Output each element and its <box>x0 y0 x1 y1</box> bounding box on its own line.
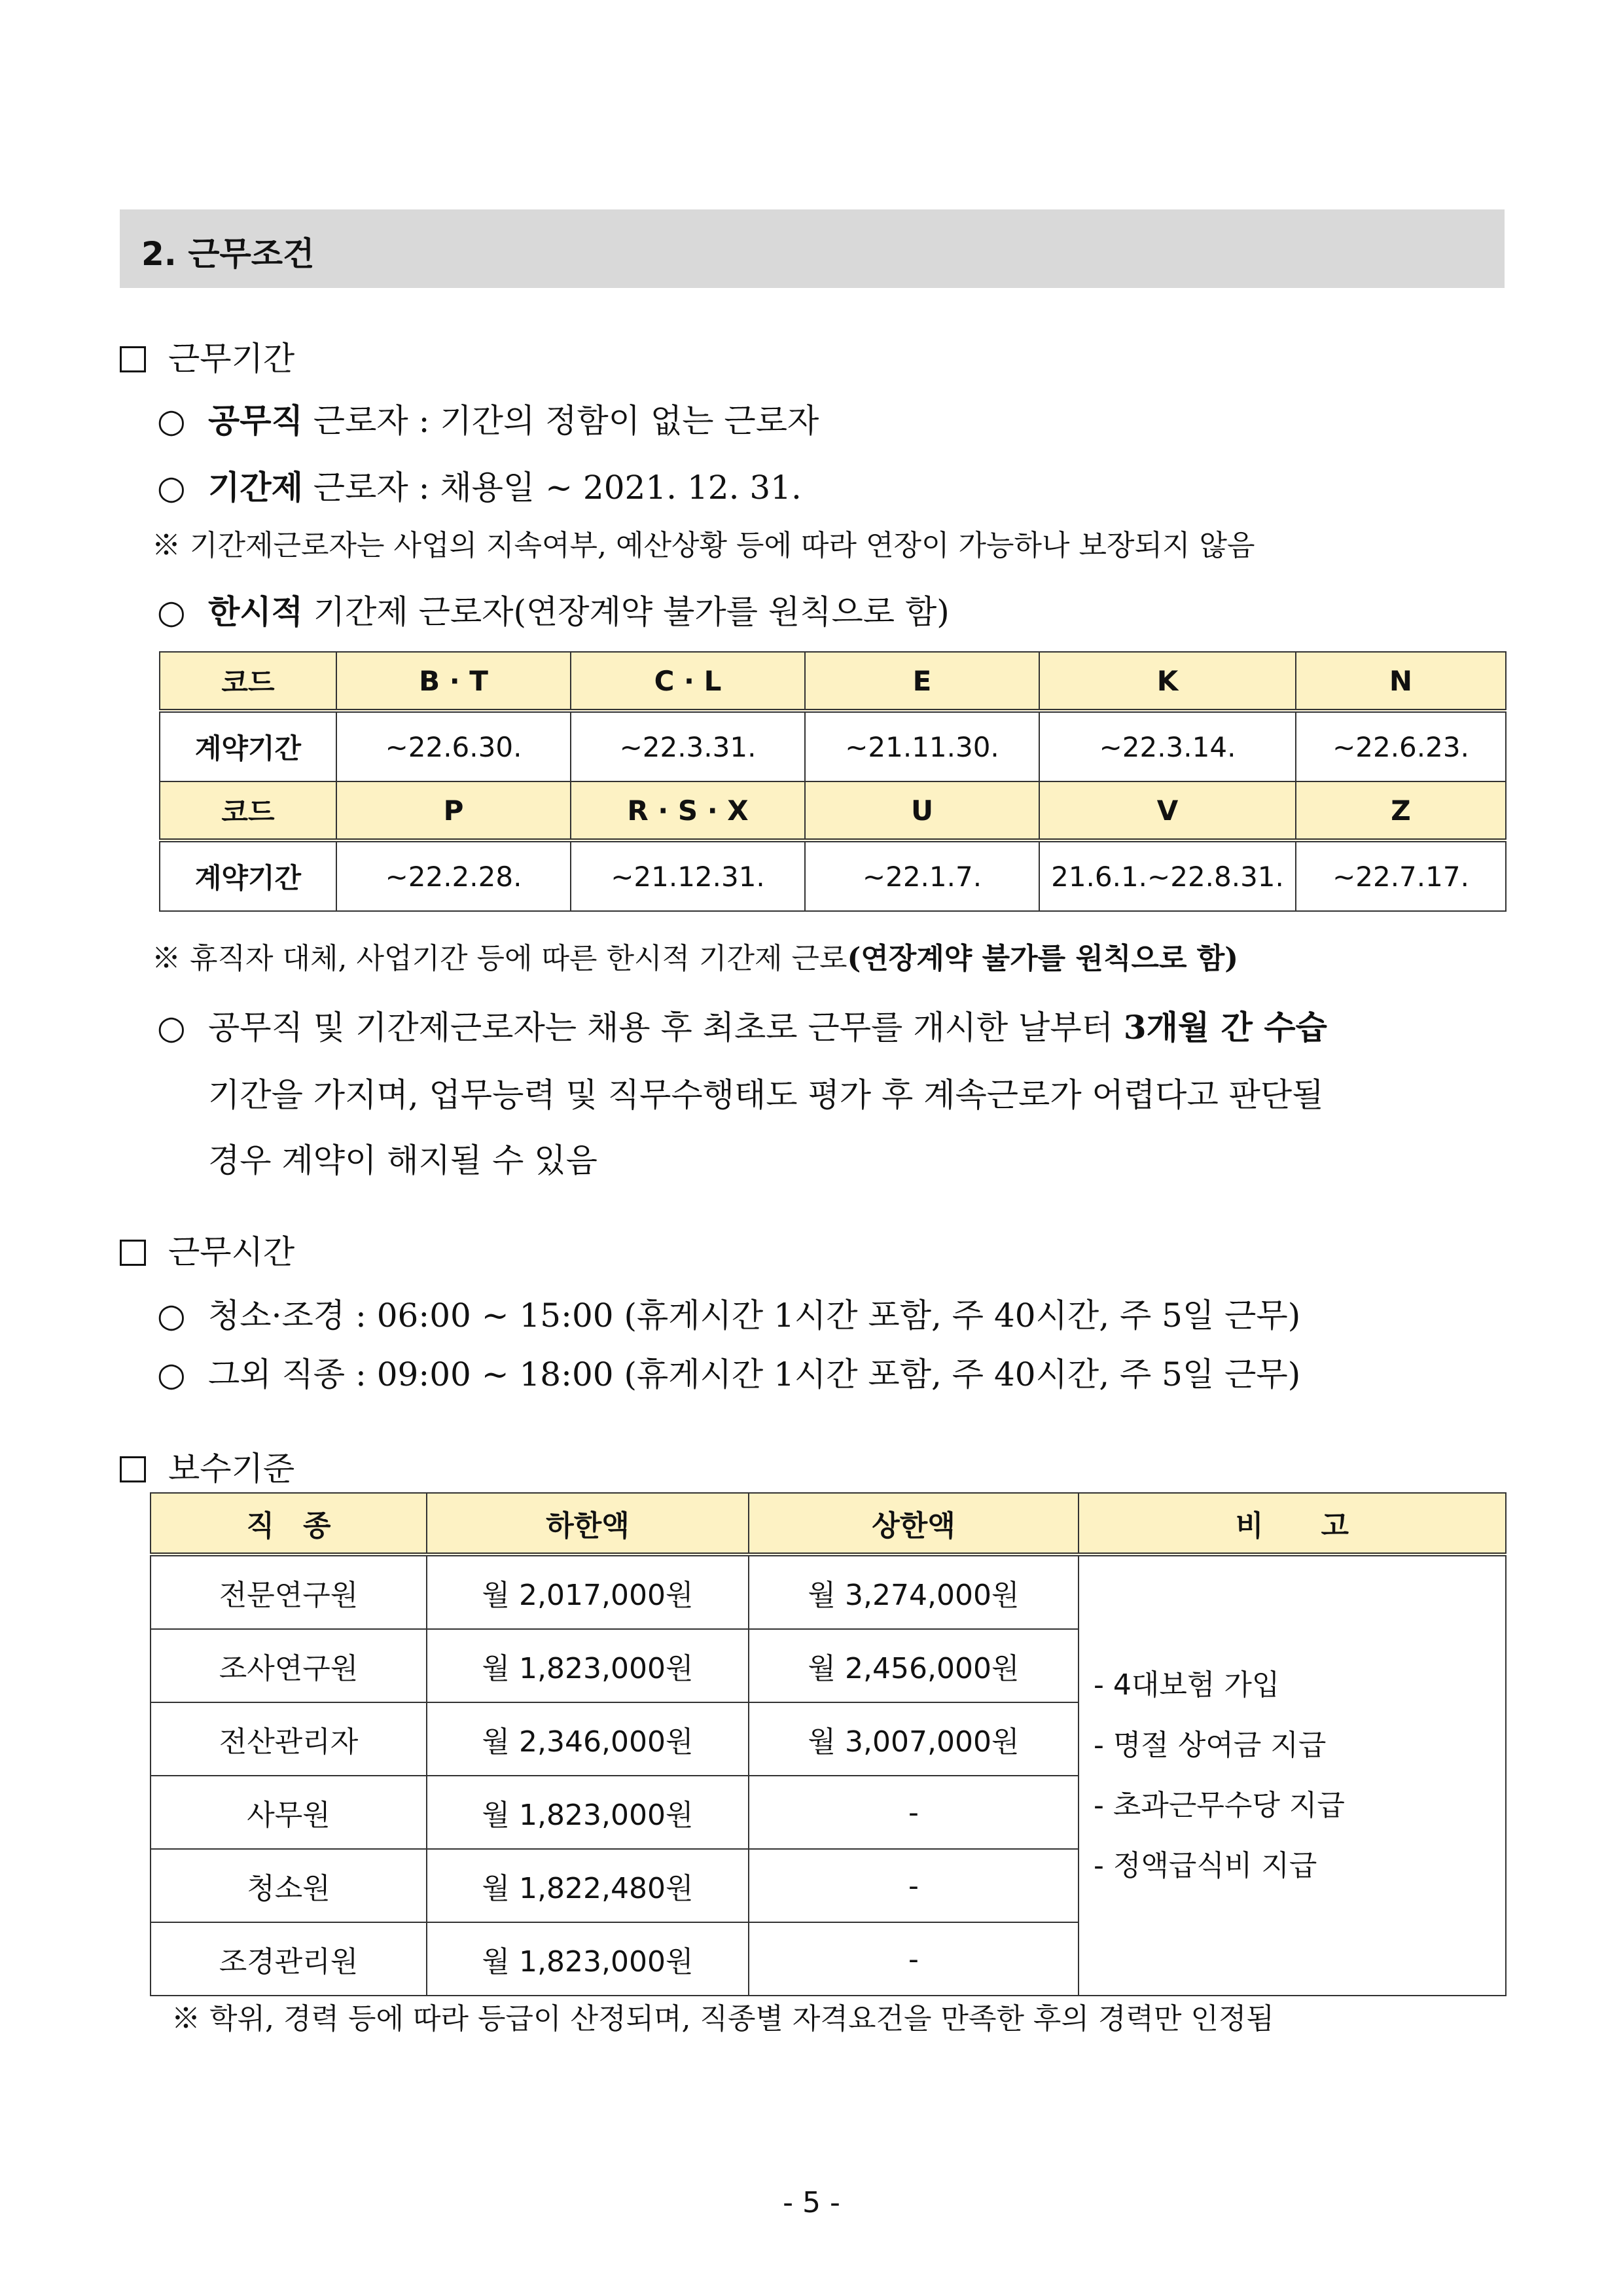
work-hours-other-line: ○ 그외 직종 : 09:00 ~ 18:00 (휴게시간 1시간 포함, 주 40시간, 주 5일 근무) <box>157 1355 1301 1393</box>
code-cell: U <box>805 781 1039 840</box>
work-hours-heading: 근무시간 <box>120 1226 294 1273</box>
page-number: - 5 - <box>783 2186 840 2219</box>
min-pay-cell: 월 1,823,000원 <box>427 1776 749 1849</box>
fixed-term-worker-line: ○ 기간제 근로자 : 채용일 ~ 2021. 12. 31. <box>157 468 802 507</box>
remark-item: - 초과근무수당 지급 <box>1094 1789 1345 1822</box>
temporary-worker-note: ※ 휴직자 대체, 사업기간 등에 따른 한시적 기간제 근로(연장계약 불가를 원칙으로 함) <box>152 942 1239 975</box>
code-cell: B · T <box>336 652 571 711</box>
checkbox-icon <box>120 1240 146 1266</box>
circle-bullet-icon: ○ <box>157 1355 186 1393</box>
probation-line-3: 경우 계약이 해지될 수 있음 <box>208 1141 597 1179</box>
checkbox-icon <box>120 1456 146 1482</box>
max-pay-cell: - <box>749 1776 1079 1849</box>
period-cell: ~22.6.30. <box>336 711 571 781</box>
pay-table <box>150 1492 1507 1996</box>
circle-bullet-icon: ○ <box>157 1297 186 1335</box>
contract-period-label-cell: 계약기간 <box>160 840 336 911</box>
circle-bullet-icon: ○ <box>157 469 186 507</box>
circle-bullet-icon: ○ <box>157 593 186 631</box>
circle-bullet-icon: ○ <box>157 1009 186 1047</box>
section-header-bar <box>120 209 1505 288</box>
period-cell: ~22.6.23. <box>1296 711 1506 781</box>
job-cell: 전산관리자 <box>151 1702 427 1776</box>
contract-period-label-cell: 계약기간 <box>160 711 336 781</box>
period-cell: ~22.3.14. <box>1039 711 1296 781</box>
work-period-heading: 근무기간 <box>120 332 294 380</box>
period-cell: ~21.11.30. <box>805 711 1039 781</box>
table-row <box>160 711 1506 781</box>
remark-item: - 4대보험 가입 <box>1094 1668 1280 1702</box>
column-header: 상한액 <box>749 1493 1079 1554</box>
code-cell: K <box>1039 652 1296 711</box>
max-pay-cell: 월 2,456,000원 <box>749 1629 1079 1702</box>
remark-item: - 정액급식비 지급 <box>1094 1849 1317 1882</box>
job-cell: 조경관리원 <box>151 1922 427 1996</box>
code-cell: R · S · X <box>571 781 805 840</box>
contract-period-table <box>159 651 1507 912</box>
period-cell: 21.6.1.~22.8.31. <box>1039 840 1296 911</box>
period-cell: ~22.3.31. <box>571 711 805 781</box>
fixed-term-note: ※ 기간제근로자는 사업의 지속여부, 예산상황 등에 따라 연장이 가능하나 보장되지 않음 <box>152 529 1255 562</box>
period-cell: ~22.7.17. <box>1296 840 1506 911</box>
period-cell: ~21.12.31. <box>571 840 805 911</box>
max-pay-cell: - <box>749 1922 1079 1996</box>
table-row <box>160 840 1506 911</box>
job-cell: 전문연구원 <box>151 1554 427 1629</box>
min-pay-cell: 월 1,823,000원 <box>427 1922 749 1996</box>
checkbox-icon <box>120 346 146 372</box>
remarks-cell <box>1079 1554 1506 1996</box>
probation-line-2: 기간을 가지며, 업무능력 및 직무수행태도 평가 후 계속근로가 어렵다고 판단될 <box>208 1076 1324 1114</box>
table-header-row <box>151 1493 1506 1554</box>
pay-note: ※ 학위, 경력 등에 따라 등급이 산정되며, 직종별 자격요건을 만족한 후의 경력만 인정됨 <box>171 2002 1274 2036</box>
column-header: 하한액 <box>427 1493 749 1554</box>
permanent-worker-line: ○ 공무직 근로자 : 기간의 정함이 없는 근로자 <box>157 401 819 440</box>
section-title: 2. 근무조건 <box>141 235 315 273</box>
pay-heading: 보수기준 <box>120 1443 294 1490</box>
code-cell: V <box>1039 781 1296 840</box>
column-header: 비 고 <box>1079 1493 1506 1554</box>
column-header: 직 종 <box>151 1493 427 1554</box>
table-row <box>151 1554 1506 1629</box>
job-cell: 청소원 <box>151 1849 427 1922</box>
code-cell: C · L <box>571 652 805 711</box>
min-pay-cell: 월 2,017,000원 <box>427 1554 749 1629</box>
work-hours-cleaning-line: ○ 청소·조경 : 06:00 ~ 15:00 (휴게시간 1시간 포함, 주 40시간, 주 5일 근무) <box>157 1297 1301 1335</box>
circle-bullet-icon: ○ <box>157 402 186 440</box>
code-cell: E <box>805 652 1039 711</box>
code-header-cell: 코드 <box>160 652 336 711</box>
code-header-cell: 코드 <box>160 781 336 840</box>
period-cell: ~22.2.28. <box>336 840 571 911</box>
period-cell: ~22.1.7. <box>805 840 1039 911</box>
code-cell: Z <box>1296 781 1506 840</box>
max-pay-cell: 월 3,007,000원 <box>749 1702 1079 1776</box>
remark-item: - 명절 상여금 지급 <box>1094 1729 1327 1762</box>
table-row <box>160 652 1506 711</box>
code-cell: P <box>336 781 571 840</box>
max-pay-cell: - <box>749 1849 1079 1922</box>
min-pay-cell: 월 1,822,480원 <box>427 1849 749 1922</box>
code-cell: N <box>1296 652 1506 711</box>
job-cell: 조사연구원 <box>151 1629 427 1702</box>
min-pay-cell: 월 1,823,000원 <box>427 1629 749 1702</box>
table-row <box>160 781 1506 840</box>
temporary-worker-line: ○ 한시적 기간제 근로자(연장계약 불가를 원칙으로 함) <box>157 592 950 631</box>
probation-line-1: ○ 공무직 및 기간제근로자는 채용 후 최초로 근무를 개시한 날부터 3개월 간 수습 <box>157 1008 1327 1047</box>
min-pay-cell: 월 2,346,000원 <box>427 1702 749 1776</box>
job-cell: 사무원 <box>151 1776 427 1849</box>
max-pay-cell: 월 3,274,000원 <box>749 1554 1079 1629</box>
